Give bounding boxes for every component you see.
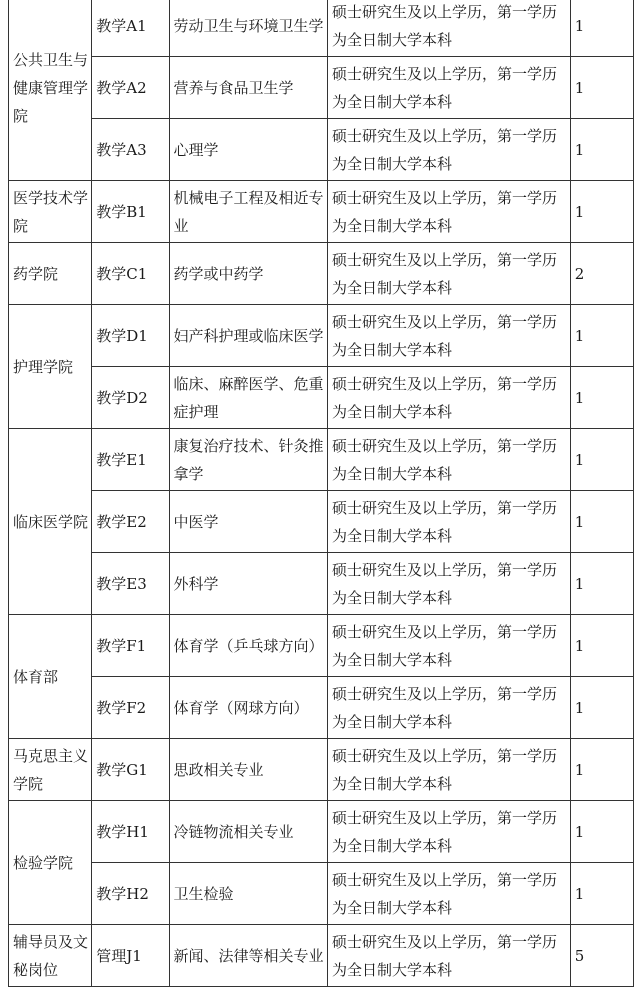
major-cell: 心理学 xyxy=(169,119,328,181)
code-cell xyxy=(92,615,169,677)
count-cell: 1 xyxy=(570,429,633,491)
position-code: 教学A3 xyxy=(96,140,147,159)
position-code: 教学B1 xyxy=(96,202,147,221)
table-row xyxy=(9,615,634,677)
count-cell: 1 xyxy=(570,677,633,739)
major-cell: 新闻、法律等相关专业 xyxy=(169,925,328,987)
code-cell xyxy=(92,119,169,181)
code-cell xyxy=(92,553,169,615)
table-row xyxy=(9,677,634,739)
requirement-cell: 硕士研究生及以上学历，第一学历为全日制大学本科 xyxy=(328,429,571,491)
major-cell: 冷链物流相关专业 xyxy=(169,801,328,863)
dept-cell: 医学技术学院 xyxy=(9,181,92,243)
count-cell: 2 xyxy=(570,243,633,305)
count-cell: 1 xyxy=(570,367,633,429)
position-code: 教学E3 xyxy=(96,574,147,593)
table-row xyxy=(9,739,634,801)
count-cell: 1 xyxy=(570,615,633,677)
requirement-cell: 硕士研究生及以上学历，第一学历为全日制大学本科 xyxy=(328,491,571,553)
table-row xyxy=(9,367,634,429)
recruitment-table xyxy=(8,0,634,987)
major-cell: 妇产科护理或临床医学 xyxy=(169,305,328,367)
code-cell xyxy=(92,243,169,305)
position-code: 教学D1 xyxy=(96,326,148,345)
major-cell: 体育学（网球方向） xyxy=(169,677,328,739)
count-cell: 1 xyxy=(570,491,633,553)
requirement-cell: 硕士研究生及以上学历，第一学历为全日制大学本科 xyxy=(328,925,571,987)
major-cell: 营养与食品卫生学 xyxy=(169,57,328,119)
requirement-cell: 硕士研究生及以上学历，第一学历为全日制大学本科 xyxy=(328,677,571,739)
table-row xyxy=(9,801,634,863)
position-code: 教学A2 xyxy=(96,78,147,97)
major-cell: 卫生检验 xyxy=(169,863,328,925)
position-code: 教学E1 xyxy=(96,450,147,469)
code-cell xyxy=(92,367,169,429)
table-row xyxy=(9,305,634,367)
major-cell: 体育学（乒乓球方向） xyxy=(169,615,328,677)
dept-cell: 药学院 xyxy=(9,243,92,305)
dept-cell: 辅导员及文秘岗位 xyxy=(9,925,92,987)
table-row xyxy=(9,863,634,925)
count-cell: 1 xyxy=(570,305,633,367)
dept-cell: 临床医学院 xyxy=(9,429,92,615)
major-cell: 药学或中药学 xyxy=(169,243,328,305)
dept-cell: 检验学院 xyxy=(9,801,92,925)
count-cell: 1 xyxy=(570,739,633,801)
code-cell xyxy=(92,0,169,57)
position-code: 教学A1 xyxy=(96,16,147,35)
count-cell: 1 xyxy=(570,119,633,181)
code-cell xyxy=(92,491,169,553)
code-cell xyxy=(92,181,169,243)
dept-cell: 公共卫生与健康管理学院 xyxy=(9,0,92,181)
requirement-cell: 硕士研究生及以上学历，第一学历为全日制大学本科 xyxy=(328,57,571,119)
code-cell xyxy=(92,305,169,367)
code-cell xyxy=(92,925,169,987)
count-cell: 1 xyxy=(570,863,633,925)
table-row xyxy=(9,925,634,987)
dept-cell: 护理学院 xyxy=(9,305,92,429)
code-cell xyxy=(92,429,169,491)
requirement-cell: 硕士研究生及以上学历，第一学历为全日制大学本科 xyxy=(328,305,571,367)
count-cell: 1 xyxy=(570,0,633,57)
count-cell: 1 xyxy=(570,553,633,615)
position-code: 教学H2 xyxy=(96,884,149,903)
requirement-cell: 硕士研究生及以上学历，第一学历为全日制大学本科 xyxy=(328,119,571,181)
dept-cell: 马克思主义学院 xyxy=(9,739,92,801)
position-code: 教学H1 xyxy=(96,822,149,841)
count-cell: 5 xyxy=(570,925,633,987)
count-cell: 1 xyxy=(570,181,633,243)
major-cell: 外科学 xyxy=(169,553,328,615)
code-cell xyxy=(92,57,169,119)
requirement-cell: 硕士研究生及以上学历，第一学历为全日制大学本科 xyxy=(328,243,571,305)
count-cell: 1 xyxy=(570,57,633,119)
code-cell xyxy=(92,677,169,739)
table-row xyxy=(9,429,634,491)
major-cell: 中医学 xyxy=(169,491,328,553)
major-cell: 康复治疗技术、针灸推拿学 xyxy=(169,429,328,491)
requirement-cell: 硕士研究生及以上学历，第一学历为全日制大学本科 xyxy=(328,0,571,57)
code-cell xyxy=(92,863,169,925)
table-row xyxy=(9,57,634,119)
requirement-cell: 硕士研究生及以上学历，第一学历为全日制大学本科 xyxy=(328,553,571,615)
requirement-cell: 硕士研究生及以上学历，第一学历为全日制大学本科 xyxy=(328,181,571,243)
table-row xyxy=(9,553,634,615)
count-cell: 1 xyxy=(570,801,633,863)
table-row xyxy=(9,491,634,553)
table-row xyxy=(9,243,634,305)
table-row xyxy=(9,0,634,57)
major-cell: 机械电子工程及相近专业 xyxy=(169,181,328,243)
code-cell xyxy=(92,739,169,801)
position-code: 教学C1 xyxy=(96,264,148,283)
position-code: 教学G1 xyxy=(96,760,148,779)
dept-cell: 体育部 xyxy=(9,615,92,739)
requirement-cell: 硕士研究生及以上学历，第一学历为全日制大学本科 xyxy=(328,863,571,925)
requirement-cell: 硕士研究生及以上学历，第一学历为全日制大学本科 xyxy=(328,615,571,677)
table-row xyxy=(9,119,634,181)
position-code: 教学E2 xyxy=(96,512,147,531)
position-code: 管理J1 xyxy=(96,946,142,965)
requirement-cell: 硕士研究生及以上学历，第一学历为全日制大学本科 xyxy=(328,739,571,801)
code-cell xyxy=(92,801,169,863)
requirement-cell: 硕士研究生及以上学历，第一学历为全日制大学本科 xyxy=(328,801,571,863)
major-cell: 思政相关专业 xyxy=(169,739,328,801)
position-code: 教学F1 xyxy=(96,636,147,655)
table-row xyxy=(9,181,634,243)
major-cell: 劳动卫生与环境卫生学 xyxy=(169,0,328,57)
position-code: 教学F2 xyxy=(96,698,147,717)
requirement-cell: 硕士研究生及以上学历，第一学历为全日制大学本科 xyxy=(328,367,571,429)
position-code: 教学D2 xyxy=(96,388,148,407)
major-cell: 临床、麻醉医学、危重症护理 xyxy=(169,367,328,429)
